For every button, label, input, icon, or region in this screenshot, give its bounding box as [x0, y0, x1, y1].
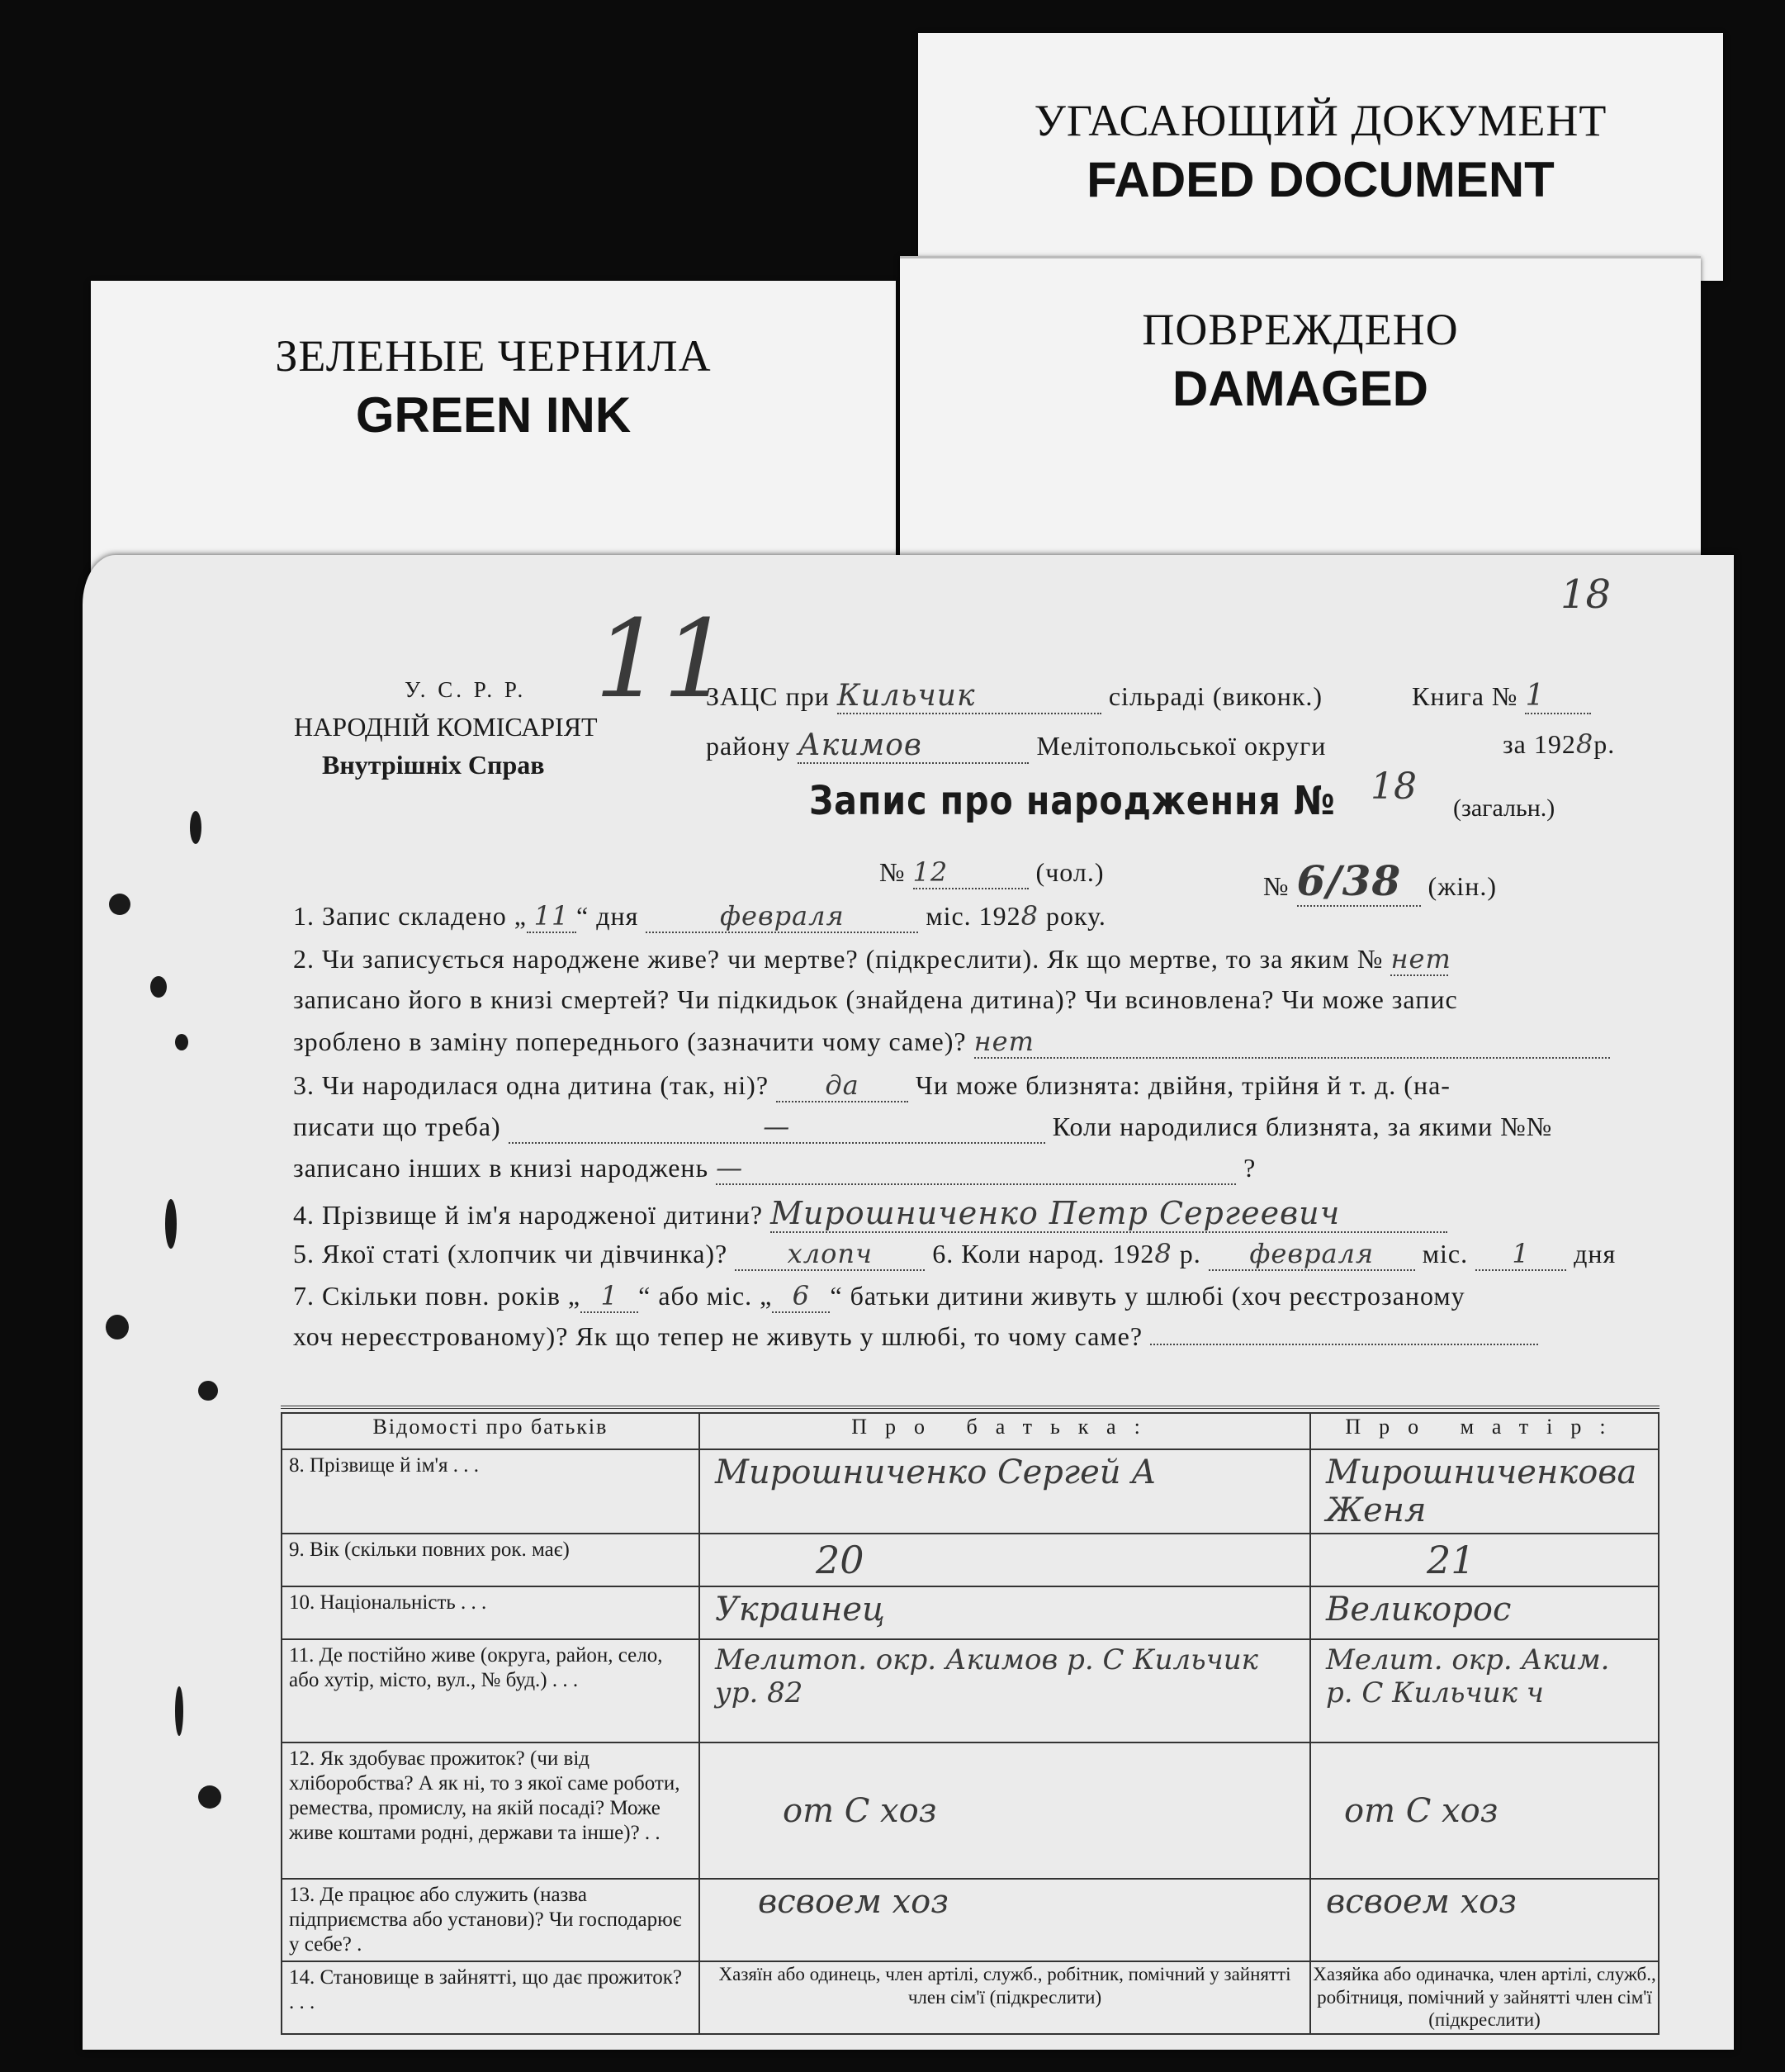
row-question: 12. Як здобуває прожиток? (чи від хліборобства? А як ні, то з якої саме роботи, ремества, промислу, на якій посаді? Може живе коштами родні, держави та інше)? . . — [282, 1742, 699, 1879]
punch-hole — [198, 1785, 221, 1809]
header-parents-info: Відомості про батьків — [282, 1413, 699, 1449]
year-line — [1503, 728, 1615, 760]
mother-value: от С хоз — [1310, 1742, 1659, 1879]
father-occupation-options: Хазяїн або одинець, член артілі, служб., робітник, помічний у зайнятті член сім'ї (підкреслити) — [699, 1961, 1310, 2034]
damaged-label-ru: ПОВРЕЖДЕНО — [1142, 305, 1459, 354]
father-value: Мирошниченко Сергей А — [699, 1449, 1310, 1534]
punch-hole — [198, 1381, 218, 1401]
row-question: 10. Національність . . . — [282, 1586, 699, 1639]
marriage-years: 1 — [580, 1280, 638, 1313]
item-3b: Чи може близнята: двійня, трійня й т. д. (на- — [916, 1070, 1451, 1100]
item-6-mis: міс. — [1422, 1239, 1469, 1268]
table-row — [282, 1961, 1659, 2034]
item-3-line-a — [293, 1069, 1451, 1102]
item-7-pre: 7. Скільки повн. років „ — [293, 1281, 581, 1311]
item-3e: записано інших в книзі народжень — [293, 1153, 709, 1183]
general-label: (загальн.) — [1453, 794, 1555, 822]
item-3-line-e: записано інших в книзі народжень — ? — [293, 1152, 1257, 1183]
header-mother: Про матір: — [1310, 1413, 1659, 1449]
mother-value: Мирошниченкова Женя — [1310, 1449, 1659, 1534]
general-number: 18 — [1371, 766, 1417, 808]
item-2c-answer: нет — [974, 1026, 1610, 1059]
item-2-answer: нет — [1390, 943, 1451, 974]
book-number: 1 — [1525, 679, 1591, 714]
item-3c-answer: — — [509, 1111, 1045, 1144]
item-6-mid: р. — [1179, 1239, 1201, 1268]
faded-label-en: FADED DOCUMENT — [1087, 152, 1555, 207]
birth-record-sheet — [83, 555, 1734, 2050]
header-usrr: У. С. Р. Р. — [405, 677, 527, 702]
father-value: 20 — [699, 1534, 1310, 1586]
zags-prefix: ЗАЦС при — [706, 681, 830, 711]
damaged-label — [900, 256, 1701, 589]
item-2a: 2. Чи записується народжене живе? чи мертве? (підкреслити). Як що мертве, то за яким № — [293, 944, 1384, 974]
green-ink-label — [91, 281, 896, 586]
item-1 — [293, 900, 1106, 933]
year-digit: 8 — [1575, 728, 1594, 760]
punch-hole — [175, 1034, 188, 1050]
item-1-year: 8 — [1020, 900, 1039, 932]
item-4 — [293, 1195, 1447, 1233]
handwritten-record-number: 11 — [594, 596, 732, 722]
male-count-line — [879, 856, 1104, 889]
mother-value: Великорос — [1310, 1586, 1659, 1639]
item-2-line-b: записано його в книзі смертей? Чи підкидьок (знайдена дитина)? Чи всиновлена? Чи може запис — [293, 984, 1458, 1014]
year-suffix: р. — [1593, 729, 1616, 759]
table-row — [282, 1586, 1659, 1639]
header-department: Внутрішніх Справ — [322, 750, 545, 780]
male-prefix: № — [879, 857, 906, 887]
item-1-end: року. — [1046, 901, 1106, 931]
female-number: 6/38 — [1297, 856, 1421, 907]
item-7-line-a — [293, 1280, 1465, 1313]
item-6-year: 8 — [1154, 1238, 1172, 1269]
punch-hole — [190, 811, 201, 844]
faded-label-ru: УГАСАЮЩИЙ ДОКУМЕНТ — [1034, 96, 1607, 145]
corner-number: 18 — [1560, 571, 1612, 618]
item-1-month: февраля — [646, 900, 918, 933]
zags-council: сільраді (виконк.) — [1108, 681, 1323, 711]
item-3c: писати що треба) — [293, 1112, 501, 1141]
item-6-pre: 6. Коли народ. 192 — [932, 1239, 1155, 1268]
punch-hole — [150, 976, 167, 998]
damaged-label-en: DAMAGED — [1172, 361, 1428, 416]
table-row — [282, 1742, 1659, 1879]
item-6-end: дня — [1574, 1239, 1617, 1268]
table-row — [282, 1534, 1659, 1586]
item-3d: Коли народилися близнята, за якими №№ — [1052, 1112, 1553, 1141]
marriage-months: 6 — [772, 1280, 830, 1313]
item-4-question: 4. Прізвище й ім'я народженої дитини? — [293, 1200, 764, 1230]
parents-table — [281, 1412, 1660, 2035]
row-question: 14. Становище в зайнятті, що дає прожиток? . . . — [282, 1961, 699, 2034]
female-label: (жін.) — [1428, 871, 1497, 901]
punch-hole — [175, 1686, 183, 1736]
child-name: Мирошниченко Петр Сергеевич — [770, 1195, 1447, 1233]
item-1-post: міс. 192 — [926, 901, 1021, 931]
item-7-mid: “ або міс. „ — [638, 1281, 773, 1311]
punch-hole — [106, 1315, 129, 1339]
father-value: всвоем хоз — [699, 1879, 1310, 1961]
year-label: за 192 — [1503, 729, 1576, 759]
table-header-row — [282, 1413, 1659, 1449]
birth-month: февраля — [1209, 1238, 1415, 1271]
birth-day: 1 — [1475, 1238, 1566, 1271]
district-line — [706, 728, 1326, 764]
faded-document-label — [918, 33, 1723, 281]
zags-line — [706, 679, 1323, 714]
green-ink-label-ru: ЗЕЛЕНЫЕ ЧЕРНИЛА — [275, 331, 712, 381]
item-7b: хоч нереєстрованому)? Як що тепер не живуть у шлюбі, то чому саме? — [293, 1321, 1143, 1351]
female-prefix: № — [1263, 871, 1290, 901]
punch-hole — [109, 894, 130, 915]
record-title — [809, 778, 1335, 824]
punch-hole — [165, 1199, 177, 1249]
row-question: 11. Де постійно живе (округа, район, село, або хутір, місто, вул., № буд.) . . . — [282, 1639, 699, 1742]
item-7-post: “ батьки дитини живуть у шлюбі (хоч реєстрозаному — [830, 1281, 1465, 1311]
table-row — [282, 1449, 1659, 1534]
father-value: Украинец — [699, 1586, 1310, 1639]
item-2-line-c — [293, 1026, 1610, 1059]
item-3e-answer: — — [716, 1152, 1236, 1185]
child-sex: хлопч — [735, 1238, 925, 1271]
row-question: 13. Де працює або служить (назва підприємства або установи)? Чи господарює у себе? . — [282, 1879, 699, 1961]
male-label: (чол.) — [1035, 857, 1105, 887]
item-5-question: 5. Якої статі (хлопчик чи дівчинка)? — [293, 1239, 728, 1268]
item-1-pre: 1. Запис складено „ — [293, 901, 527, 931]
zags-village: Кильчик — [837, 679, 1101, 714]
mother-value: всвоем хоз — [1310, 1879, 1659, 1961]
table-row — [282, 1879, 1659, 1961]
father-value: от С хоз — [699, 1742, 1310, 1879]
item-5-6 — [293, 1238, 1616, 1271]
father-value: Мелитоп. окр. Акимов р. С Кильчик ур. 82 — [699, 1639, 1310, 1742]
table-top-rule — [281, 1406, 1660, 1409]
item-1-day: 11 — [527, 900, 576, 933]
mother-value: Мелит. окр. Аким. р. С Кильчик ч — [1310, 1639, 1659, 1742]
item-1-mid: “ дня — [576, 901, 639, 931]
item-3a: 3. Чи народилася одна дитина (так, ні)? — [293, 1070, 769, 1100]
male-number: 12 — [913, 856, 1029, 889]
header-father: Про батька: — [699, 1413, 1310, 1449]
female-count-line — [1263, 856, 1497, 907]
book-line — [1412, 679, 1591, 714]
district-label: району — [706, 731, 791, 761]
table-row — [282, 1639, 1659, 1742]
green-ink-label-en: GREEN INK — [355, 387, 632, 443]
row-question: 8. Прізвище й ім'я . . . — [282, 1449, 699, 1534]
header-commissariat: НАРОДНІЙ КОМІСАРІЯТ — [294, 712, 598, 742]
okrug-label: Мелітопольської округи — [1036, 731, 1327, 761]
record-title-text: Запис про народження № — [809, 778, 1336, 824]
item-2-line-a — [293, 943, 1451, 976]
mother-value: 21 — [1310, 1534, 1659, 1586]
item-3-line-c — [293, 1111, 1552, 1144]
row-question: 9. Вік (скільки повних рок. має) — [282, 1534, 699, 1586]
district-value: Акимов — [798, 728, 1029, 764]
item-7-line-b — [293, 1321, 1538, 1352]
item-3-answer: да — [776, 1069, 908, 1102]
item-2c: зроблено в заміну попереднього (зазначити чому саме)? — [293, 1027, 967, 1056]
mother-occupation-options: Хазяйка або одиначка, член артілі, служб., робітниця, помічний у зайнятті член сім'ї (підкреслити) — [1310, 1961, 1659, 2034]
book-label: Книга № — [1412, 681, 1518, 711]
